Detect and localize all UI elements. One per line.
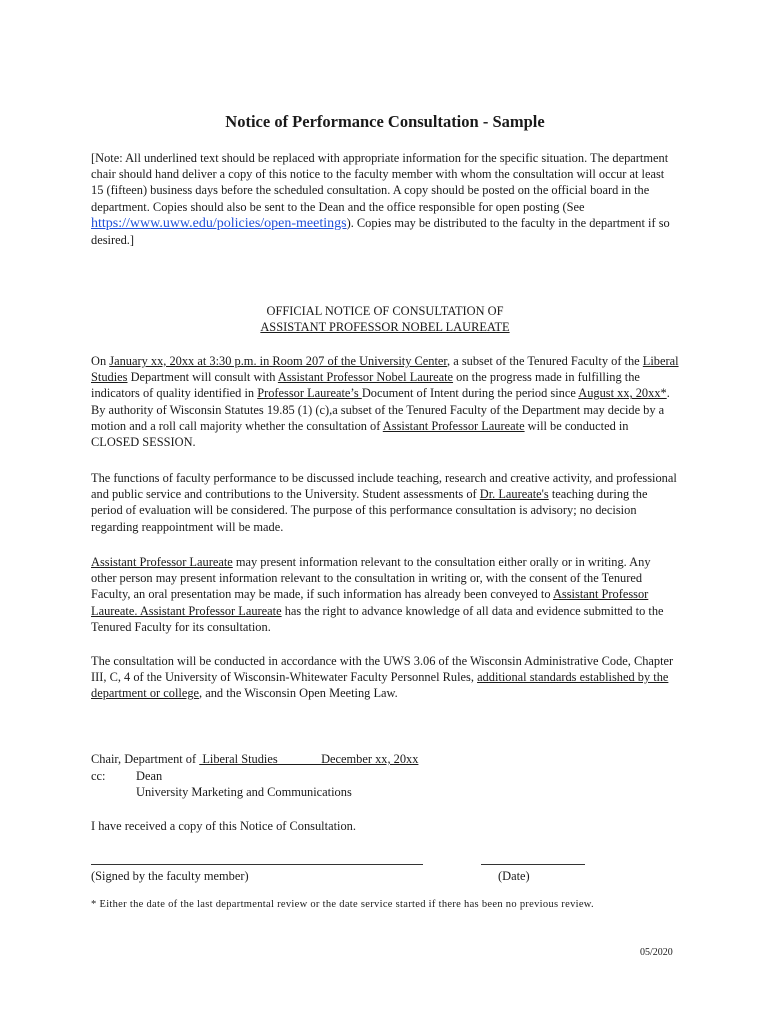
p1-since-date-placeholder: August xx, 20xx* (578, 386, 667, 401)
p1-professor-placeholder: Professor Laureate’s (257, 386, 362, 401)
instruction-note (91, 150, 679, 248)
open-meetings-link[interactable]: https://www.uww.edu/policies/open-meetings (91, 215, 347, 231)
p1-text: . By authority of Wisconsin Statutes 19.85 (1) (c),a subset of the Tenured Faculty of the Department may decide by a motion and a roll call majority whether the consultation of (91, 386, 670, 433)
cc-umc: University Marketing and Communications (136, 785, 352, 799)
notice-heading-line2: ASSISTANT PROFESSOR NOBEL LAUREATE (260, 320, 510, 334)
p2-text: teaching during the period of evaluation will be considered. The purpose of this performance consultation is advisory; no decision regarding reappointment will be made. (91, 487, 648, 534)
p1-department-placeholder: Liberal Studies (91, 354, 679, 385)
p1-text: , a subset of the Tenured Faculty of the (447, 354, 643, 368)
note-text-1: [Note: All underlined text should be replaced with appropriate information for the specific situation. The department chair should hand deliver a copy of this notice to the faculty member with whom the consultation will occur at least 15 (fifteen) business days before the scheduled consultation. A copy should be posted on the official board in the department. Copies should also be sent to the Dean and the office responsible for open posting (See (91, 151, 669, 214)
p1-text: Department will consult with (127, 370, 278, 385)
received-statement: I have received a copy of this Notice of Consultation. (91, 819, 356, 833)
paragraph-consultation-details (91, 353, 679, 450)
note-text-2: ). Copies may be distributed to the faculty in the department if so desired.] (91, 215, 670, 248)
cc-dean: Dean (136, 769, 163, 783)
p4-text: The consultation will be conducted in accordance with the UWS 3.06 of the Wisconsin Administrative Code, Chapter III, C, 4 of the University of Wisconsin-Whitewater Faculty Personnel Rules, (91, 654, 674, 685)
chair-line (91, 751, 418, 767)
signed-label: (Signed by the faculty member) (91, 869, 249, 883)
p1-datetime-placeholder: January xx, 20xx at 3:30 p.m. in Room 207 of the University Center (109, 354, 448, 368)
p3-text: may present information relevant to the consultation either orally or in writing. Any other person may present information relevant to the consultation in writing or, with the consent of the Tenured Faculty, an oral presentation may be made, if such information has already been conveyed to (91, 555, 651, 602)
p2-text: The functions of faculty performance to be discussed include teaching, research and creative activity, and professional and public service and contributions to the University. Student assessments of (91, 471, 677, 502)
p3-name-placeholder-2: Assistant Professor Laureate. Assistant Professor Laureate (91, 587, 649, 618)
p1-text: on the progress made in fulfilling the indicators of quality identified in (91, 370, 640, 401)
p1-faculty-placeholder-2: Assistant Professor Laureate (382, 418, 525, 433)
chair-label: Chair, Department of (91, 752, 200, 766)
p3-text: has the right to advance knowledge of all data and evidence submitted to the Tenured Faculty for its consultation. (91, 603, 664, 634)
date-line (481, 864, 585, 865)
notice-heading-line2-wrap (0, 319, 770, 335)
chair-date-placeholder: December xx, 20xx (321, 752, 419, 766)
p1-text: On (91, 354, 110, 368)
p1-faculty-placeholder: Assistant Professor Nobel Laureate (277, 370, 454, 385)
p3-name-placeholder: Assistant Professor Laureate (91, 555, 233, 569)
chair-department-placeholder: Liberal Studies (199, 752, 322, 766)
p2-name-placeholder: Dr. Laureate's (479, 487, 549, 502)
date-label: (Date) (498, 869, 530, 883)
paragraph-accordance (91, 653, 679, 702)
p1-text: Document of Intent during the period since (361, 386, 579, 401)
notice-heading-line1: OFFICIAL NOTICE OF CONSULTATION OF (266, 304, 504, 318)
p1-text: will be conducted in CLOSED SESSION. (91, 418, 629, 450)
p4-text: , and the Wisconsin Open Meeting Law. (199, 686, 398, 701)
p4-standards-placeholder: additional standards established by the department or college (91, 670, 669, 701)
signature-line (91, 864, 423, 865)
paragraph-functions (91, 470, 679, 535)
page-code: 05/2020 (640, 947, 673, 958)
paragraph-information (91, 554, 679, 635)
document-title: Notice of Performance Consultation - Sample (225, 112, 545, 131)
cc-label: cc: (91, 769, 106, 783)
footnote: * Either the date of the last departmental review or the date service started if there has been no previous review. (91, 899, 594, 910)
